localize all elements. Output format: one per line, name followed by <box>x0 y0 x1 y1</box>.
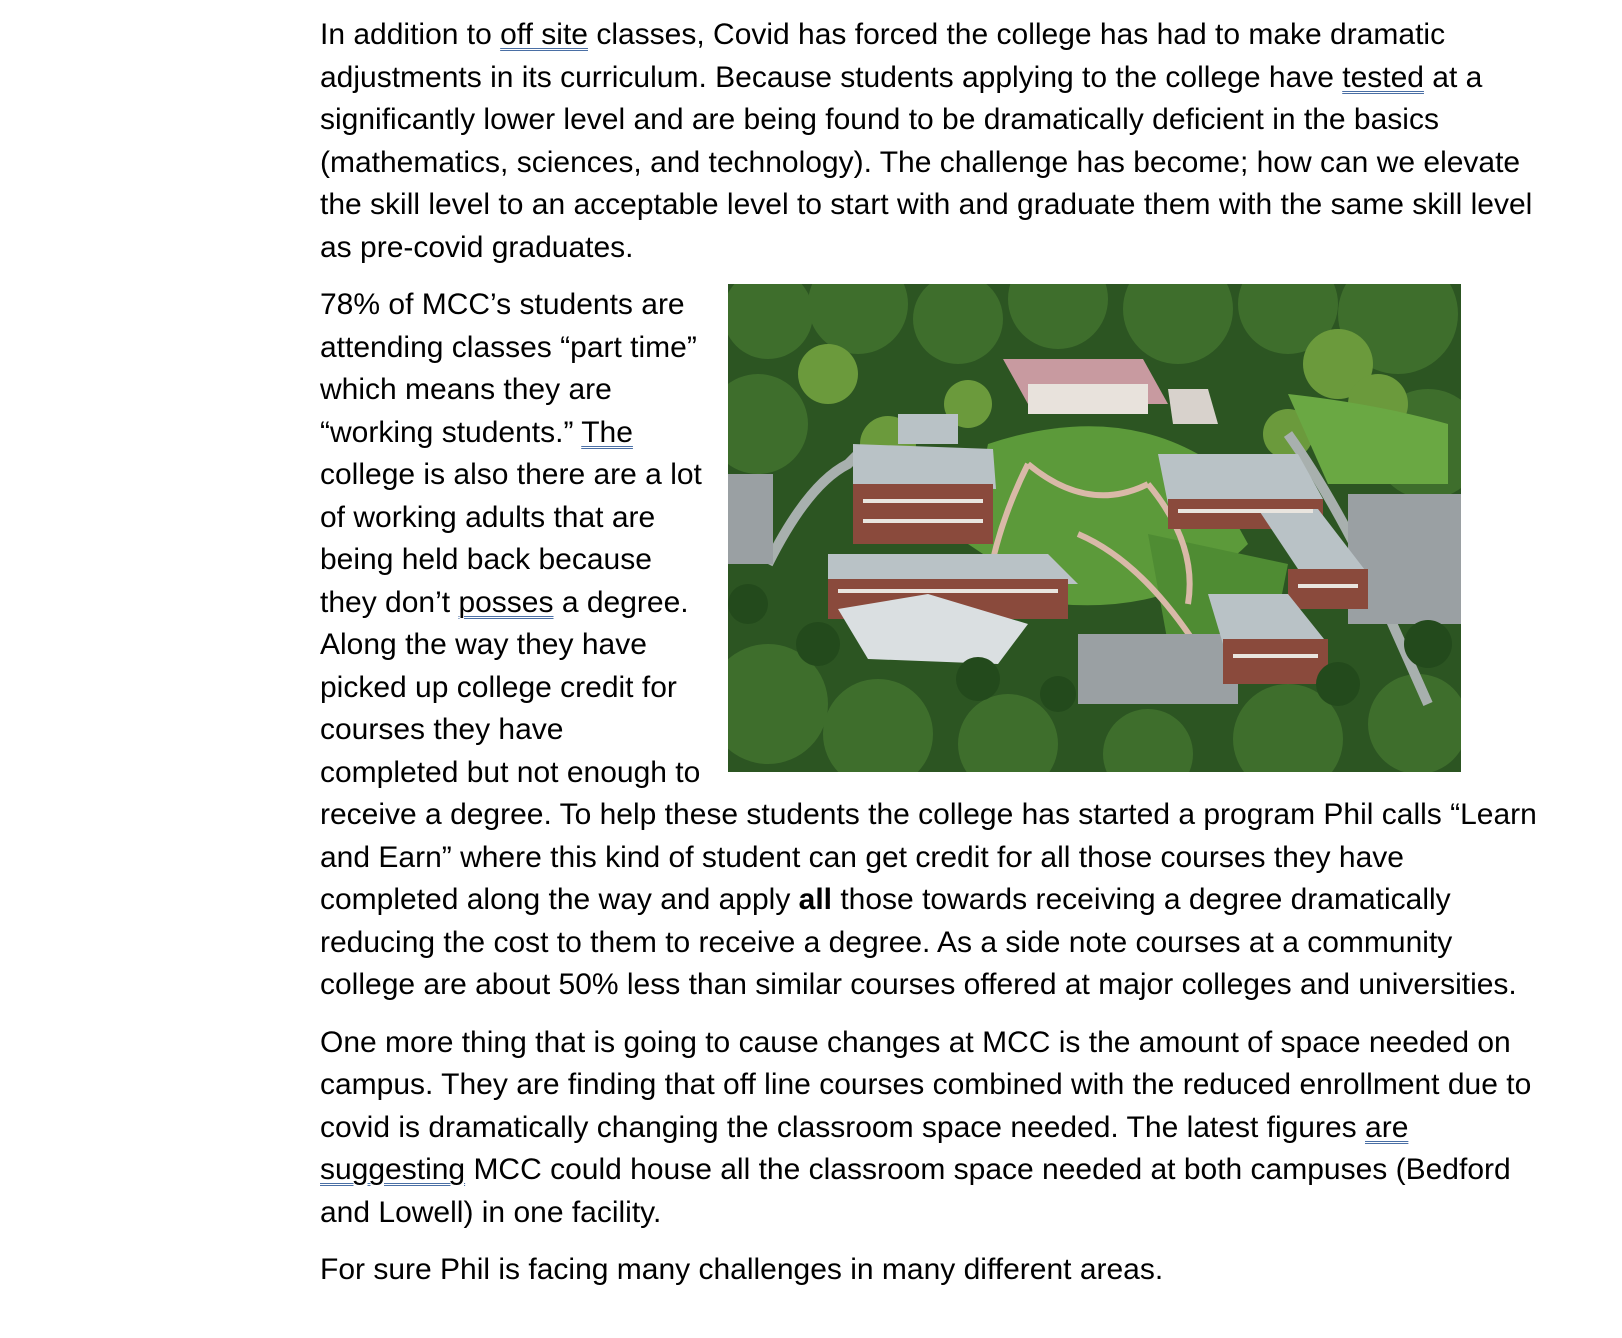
paragraph-2-with-figure <box>320 284 1550 1007</box>
text-run: those towards receiving a degree dramatically reducing the cost to them to receive a degree. As a side note courses at a community college are about 50% less than similar courses offered at major colleges and universities. <box>320 883 1517 1001</box>
grammar-flag-the[interactable]: The <box>581 415 633 449</box>
paragraph-3 <box>320 1022 1550 1235</box>
grammar-flag-off-site[interactable]: off site <box>500 18 588 51</box>
grammar-flag-are-suggesting[interactable]: are suggesting <box>320 1110 1409 1186</box>
grammar-flag-tested[interactable]: tested <box>1342 60 1424 94</box>
campus-aerial-photo <box>728 284 1461 772</box>
text-run: at a significantly lower level and are being found to be dramatically deficient in the basics (mathematics, sciences, and technology). The challenge has become; how can we elevate the skill level to an acceptable level to start with and graduate them with the same skill level as pre-covid graduates. <box>320 60 1533 264</box>
bold-emphasis-all: all <box>798 883 833 916</box>
text-run: a degree. Along the way they have picked up college credit for courses they have completed but not enough to receive a degree. To help these students the college has started a program Phil calls “Learn and Earn” where this kind of student can get credit for all those courses they have completed along the way and apply <box>320 585 1537 916</box>
paragraph-1 <box>320 14 1550 269</box>
spelling-flag-posses[interactable]: posses <box>458 585 554 619</box>
text-run: MCC could house all the classroom space needed at both campuses (Bedford and Lowell) in one facility. <box>320 1153 1511 1229</box>
text-run: For sure Phil is facing many challenges in many different areas. <box>320 1253 1164 1286</box>
document-page <box>320 14 1550 1292</box>
text-run: college is also there are a lot of working adults that are being held back because they don’t <box>320 458 702 619</box>
paragraph-4 <box>320 1249 1550 1292</box>
text-run: One more thing that is going to cause changes at MCC is the amount of space needed on campus. They are finding that off line courses combined with the reduced enrollment due to covid is dramatically changing the classroom space needed. The latest figures <box>320 1025 1532 1144</box>
text-run: classes, Covid has forced the college has had to make dramatic adjustments in its curriculum. Because students applying to the college have <box>320 18 1446 94</box>
text-run: In addition to <box>320 18 501 51</box>
text-run: 78% of MCC’s students are attending classes “part time” which means they are “working students.” <box>320 288 697 449</box>
campus-photo-graphic <box>728 284 1461 772</box>
